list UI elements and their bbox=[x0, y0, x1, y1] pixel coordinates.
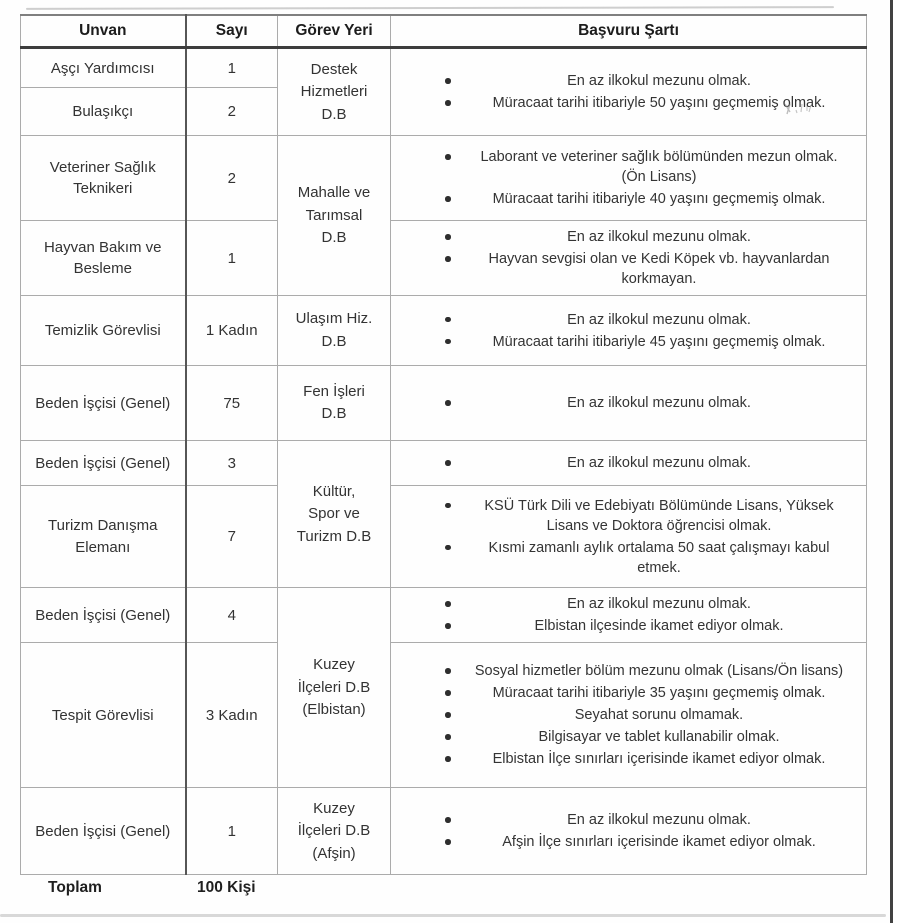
gorev-line: Ulaşım Hiz. bbox=[295, 310, 373, 328]
gorev-line: Mahalle ve bbox=[297, 184, 371, 202]
unvan-cell: Beden İşçisi (Genel) bbox=[21, 366, 186, 441]
sayi-cell: 1 Kadın bbox=[186, 296, 278, 366]
requirement-item: Kısmi zamanlı aylık ortalama 50 saat çalışmayı kabul etmek. bbox=[472, 538, 860, 578]
requirement-item: Sosyal hizmetler bölüm mezunu olmak (Lisans/Ön lisans) bbox=[472, 661, 860, 681]
sayi-cell: 3 bbox=[186, 441, 278, 486]
requirement-item: Elbistan İlçe sınırları içerisinde ikamet ediyor olmak. bbox=[472, 749, 860, 769]
gorev-line: İlçeleri D.B bbox=[297, 822, 371, 840]
requirement-item: En az ilkokul mezunu olmak. bbox=[472, 227, 860, 247]
requirement-item: Afşin İlçe sınırları içerisinde ikamet ediyor olmak. bbox=[472, 832, 860, 852]
total-label: Toplam bbox=[48, 879, 102, 896]
table-row bbox=[21, 366, 867, 441]
gorev-line: Kültür, bbox=[312, 482, 356, 500]
unvan-cell: Hayvan Bakım ve Besleme bbox=[21, 221, 186, 296]
requirement-list bbox=[397, 310, 860, 352]
table-row bbox=[21, 788, 867, 875]
gorev-cell bbox=[278, 296, 391, 366]
sart-cell bbox=[391, 221, 867, 296]
sayi-cell: 1 bbox=[186, 48, 278, 88]
sayi-cell: 3 Kadın bbox=[186, 643, 278, 788]
sart-cell bbox=[391, 136, 867, 221]
requirement-item: Müracaat tarihi itibariyle 50 yaşını geçmemiş olmak. bbox=[472, 93, 860, 113]
sart-cell bbox=[391, 486, 867, 588]
sayi-cell: 1 bbox=[186, 788, 278, 875]
gorev-line: D.B bbox=[321, 229, 347, 247]
total-value: 100 Kişi bbox=[197, 879, 256, 896]
requirement-list bbox=[397, 147, 860, 209]
table-row bbox=[21, 441, 867, 486]
col-header-gorev-yeri: Görev Yeri bbox=[278, 15, 391, 48]
sart-cell bbox=[391, 296, 867, 366]
requirement-item: Bilgisayar ve tablet kullanabilir olmak. bbox=[472, 727, 860, 747]
sart-cell bbox=[391, 588, 867, 643]
requirement-item: Seyahat sorunu olmamak. bbox=[472, 705, 860, 725]
requirement-item: En az ilkokul mezunu olmak. bbox=[472, 810, 860, 830]
gorev-line: D.B bbox=[321, 105, 347, 123]
gorev-cell bbox=[278, 366, 391, 441]
sayi-cell: 7 bbox=[186, 486, 278, 588]
gorev-line: Turizm D.B bbox=[296, 527, 372, 545]
unvan-cell: Turizm Danışma Elemanı bbox=[21, 486, 186, 588]
sart-cell bbox=[391, 366, 867, 441]
scan-smudge-top bbox=[26, 6, 834, 10]
col-header-unvan: Unvan bbox=[21, 15, 186, 48]
requirement-list bbox=[397, 227, 860, 289]
header-row bbox=[21, 15, 867, 48]
gorev-line: (Elbistan) bbox=[302, 701, 366, 719]
table-row bbox=[21, 643, 867, 788]
requirement-item: Müracaat tarihi itibariyle 45 yaşını geçmemiş olmak. bbox=[472, 332, 860, 352]
sart-cell bbox=[391, 788, 867, 875]
sart-cell bbox=[391, 441, 867, 486]
sayi-cell: 75 bbox=[186, 366, 278, 441]
table-row bbox=[21, 136, 867, 221]
requirement-item: En az ilkokul mezunu olmak. bbox=[472, 393, 860, 413]
requirement-item: Müracaat tarihi itibariyle 35 yaşını geçmemiş olmak. bbox=[472, 683, 860, 703]
unvan-cell: Tespit Görevlisi bbox=[21, 643, 186, 788]
gorev-line: Destek bbox=[310, 60, 358, 78]
requirement-item: Hayvan sevgisi olan ve Kedi Köpek vb. hayvanlardan korkmayan. bbox=[472, 249, 860, 289]
gorev-cell bbox=[278, 588, 391, 788]
table-row bbox=[21, 486, 867, 588]
requirement-item: Laborant ve veteriner sağlık bölümünden mezun olmak. (Ön Lisans) bbox=[472, 147, 860, 187]
table-row bbox=[21, 221, 867, 296]
gorev-cell bbox=[278, 48, 391, 136]
requirement-item: Müracaat tarihi itibariyle 40 yaşını geçmemiş olmak. bbox=[472, 189, 860, 209]
requirement-item: En az ilkokul mezunu olmak. bbox=[472, 310, 860, 330]
requirement-list bbox=[397, 661, 860, 769]
col-header-basvuru-sarti: Başvuru Şartı bbox=[391, 15, 867, 48]
gorev-line: Kuzey bbox=[313, 656, 355, 674]
requirement-item: En az ilkokul mezunu olmak. bbox=[472, 453, 860, 473]
gorev-line: Tarımsal bbox=[305, 206, 363, 224]
gorev-line: (Afşin) bbox=[312, 844, 356, 862]
requirement-item: En az ilkokul mezunu olmak. bbox=[472, 71, 860, 91]
gorev-line: D.B bbox=[321, 332, 347, 350]
requirement-list bbox=[397, 810, 860, 852]
gorev-line: Spor ve bbox=[308, 505, 360, 523]
sayi-cell: 4 bbox=[186, 588, 278, 643]
unvan-cell: Bulaşıkçı bbox=[21, 88, 186, 136]
gorev-line: Hizmetleri bbox=[300, 83, 368, 101]
requirement-item: En az ilkokul mezunu olmak. bbox=[472, 594, 860, 614]
gorev-line: Kuzey bbox=[313, 799, 355, 817]
scan-noise-mark bbox=[783, 100, 817, 118]
job-postings-table bbox=[20, 14, 867, 875]
table-row bbox=[21, 588, 867, 643]
col-header-sayi: Sayı bbox=[186, 15, 278, 48]
requirement-list bbox=[397, 594, 860, 636]
scan-smudge-bottom bbox=[0, 914, 886, 917]
sayi-cell: 2 bbox=[186, 136, 278, 221]
requirement-list bbox=[397, 496, 860, 578]
gorev-line: D.B bbox=[321, 405, 347, 423]
sayi-cell: 1 bbox=[186, 221, 278, 296]
gorev-cell bbox=[278, 136, 391, 296]
unvan-cell: Beden İşçisi (Genel) bbox=[21, 441, 186, 486]
sart-cell bbox=[391, 48, 867, 136]
gorev-cell bbox=[278, 441, 391, 588]
gorev-line: Fen İşleri bbox=[303, 382, 365, 400]
page-edge-line bbox=[890, 0, 893, 923]
unvan-cell: Temizlik Görevlisi bbox=[21, 296, 186, 366]
table-row bbox=[21, 48, 867, 88]
requirement-list bbox=[397, 393, 860, 413]
gorev-cell bbox=[278, 788, 391, 875]
requirement-item: Elbistan ilçesinde ikamet ediyor olmak. bbox=[472, 616, 860, 636]
unvan-cell: Aşçı Yardımcısı bbox=[21, 48, 186, 88]
unvan-cell: Beden İşçisi (Genel) bbox=[21, 788, 186, 875]
gorev-line: İlçeleri D.B bbox=[297, 678, 371, 696]
sart-cell bbox=[391, 643, 867, 788]
unvan-cell: Beden İşçisi (Genel) bbox=[21, 588, 186, 643]
requirement-item: KSÜ Türk Dili ve Edebiyatı Bölümünde Lisans, Yüksek Lisans ve Doktora öğrencisi olmak. bbox=[472, 496, 860, 536]
requirement-list bbox=[397, 453, 860, 473]
sayi-cell: 2 bbox=[186, 88, 278, 136]
table-row bbox=[21, 296, 867, 366]
unvan-cell: Veteriner Sağlık Teknikeri bbox=[21, 136, 186, 221]
